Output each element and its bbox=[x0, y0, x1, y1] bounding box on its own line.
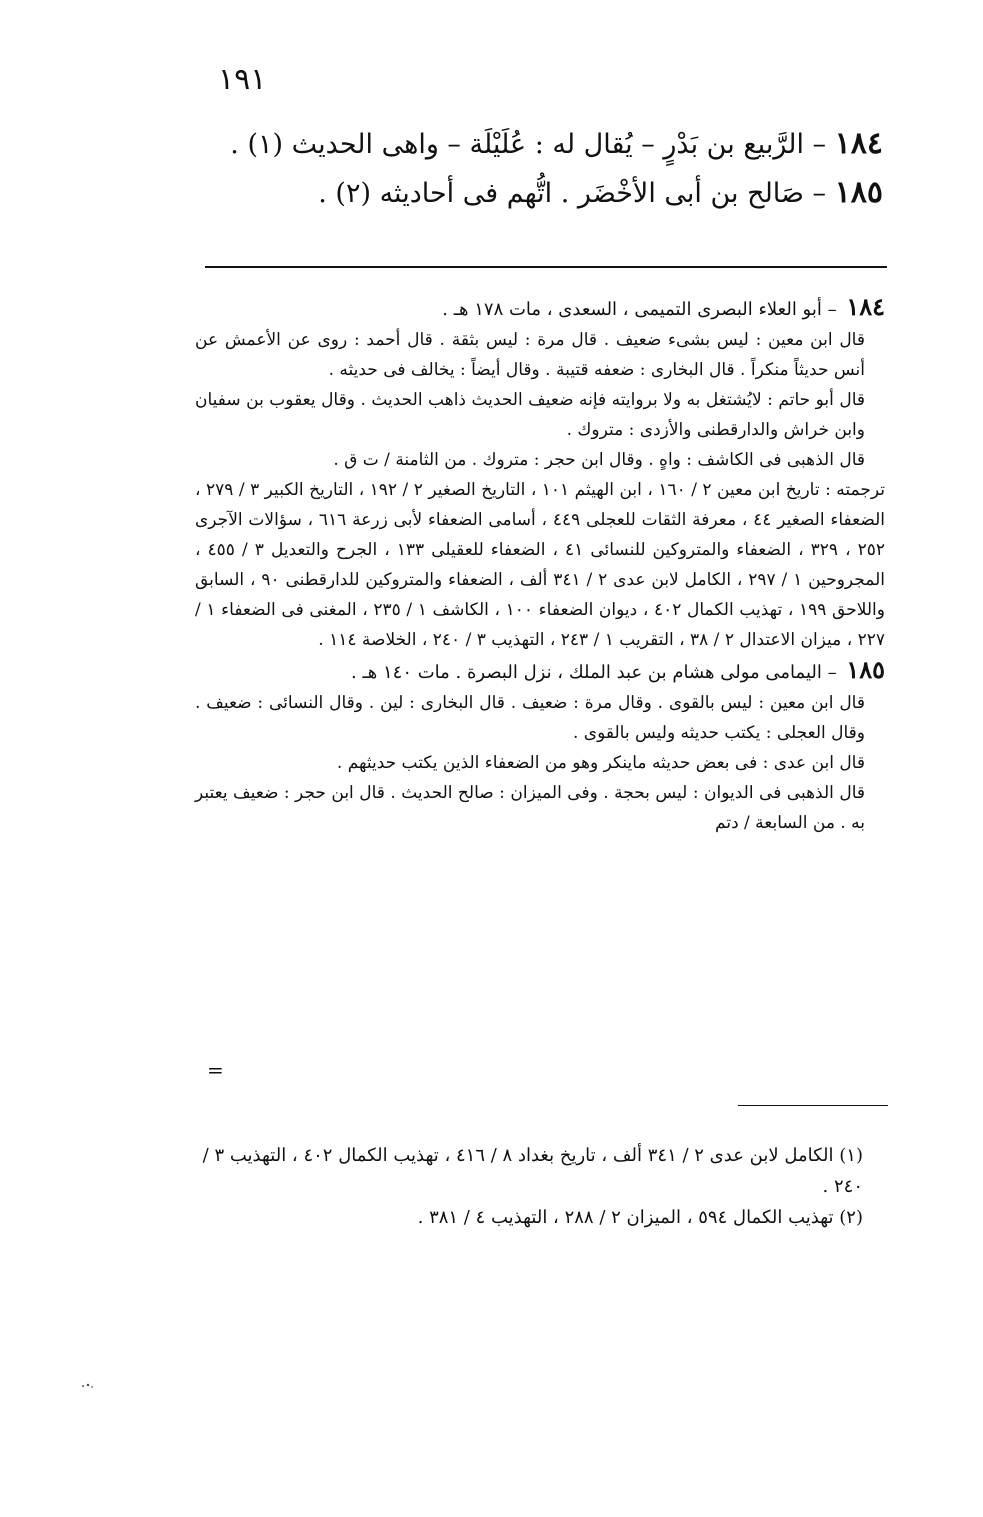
note-paragraph: قال الذهبى فى الديوان : ليس بحجة . وفى الميزان : صالح الحديث . قال ابن حجر : ضعيف يعتبر به . من السابعة / دتم bbox=[195, 783, 865, 833]
note-paragraph: قال ابن معين : ليس بالقوى . وقال مرة : ضعيف . قال البخارى : لين . وقال النسائى : ضعيف . وقال العجلى : يكتب حديثه وليس بالقوى . bbox=[195, 693, 865, 743]
note-references: ترجمته : تاريخ ابن معين ٢ / ١٦٠ ، ابن الهيثم ١٠١ ، التاريخ الصغير ٢ / ١٩٢ ، التاريخ الكبير ٣ / ٢٧٩ ، الضعفاء الصغير ٤٤ ، معرفة الثقات للعجلى ٤٤٩ ، أسامى الضعفاء لأبى زرعة ٦١٦ ، سؤالات الآجرى ٢٥٢ ، ٣٢٩ ، الضعفاء والمتروكين للنسائى ٤١ ، الضعفاء للعقيلى ١٣٣ ، الجرح والتعديل ٣ / ٤٥٥ ، المجروحين ١ / ٢٩٧ ، الكامل لابن عدى ٢ / ٣٤١ ألف ، الضعفاء والمتروكين للدارقطنى ٩٠ ، السابق واللاحق ١٩٩ ، تهذيب الكمال ٤٠٢ ، ديوان الضعفاء ١٠٠ ، الكاشف ١ / ٢٣٥ ، المغنى فى الضعفاء ١ / ٢٢٧ ، ميزان الاعتدال ٢ / ٣٨ ، التقريب ١ / ٢٤٣ ، التهذيب ٣ / ٢٤٠ ، الخلاصة ١١٤ . bbox=[195, 480, 886, 650]
note-paragraph: قال ابن عدى : فى بعض حديثه ماينكر وهو من الضعفاء الذين يكتب حديثهم . bbox=[336, 753, 865, 773]
separator-rule bbox=[205, 266, 887, 268]
note-heading-185 bbox=[195, 655, 885, 688]
main-entry-185 bbox=[183, 169, 883, 218]
scan-speck bbox=[80, 1382, 96, 1390]
note-paragraph: قال أبو حاتم : لايُشتغل به ولا بروايته فإنه ضعيف الحديث ذاهب الحديث . وقال يعقوب بن سفيان وابن خراش والدارقطنى والأزدى : متروك . bbox=[195, 390, 865, 440]
page-number: ١٩١ bbox=[218, 62, 267, 97]
entry-text: – صَالح بن أبى الأخْضَر . اتُّهم فى أحاديثه (٢) . bbox=[318, 178, 827, 209]
footnote-2: (٢) تهذيب الكمال ٥٩٤ ، الميزان ٢ / ٢٨٨ ، التهذيب ٤ / ٣٨١ . bbox=[417, 1207, 863, 1228]
note-paragraph: قال ابن معين : ليس بشىء ضعيف . قال مرة : ليس بثقة . قال أحمد : روى عن الأعمش عن أنس حديثاً منكراً . قال البخارى : ضعفه قتيبة . وقال أيضاً : يخالف فى حديثه . bbox=[195, 330, 865, 380]
note-heading-text: – اليمامى مولى هشام بن عبد الملك ، نزل البصرة . مات ١٤٠ هـ . bbox=[351, 662, 837, 683]
main-entry-184 bbox=[183, 120, 883, 169]
note-number: ١٨٤ bbox=[846, 292, 885, 321]
continuation-mark: = bbox=[207, 1058, 224, 1082]
entry-number: ١٨٥ bbox=[834, 175, 883, 210]
commentary-notes bbox=[195, 292, 885, 838]
note-heading-184 bbox=[195, 292, 885, 325]
footnote-separator bbox=[738, 1105, 888, 1106]
main-entries bbox=[183, 120, 883, 218]
footnotes bbox=[193, 1140, 893, 1233]
footnote-1: (١) الكامل لابن عدى ٢ / ٣٤١ ألف ، تاريخ بغداد ٨ / ٤١٦ ، تهذيب الكمال ٤٠٢ ، التهذيب ٣ / ٢٤٠ . bbox=[202, 1145, 863, 1197]
note-heading-text: – أبو العلاء البصرى التميمى ، السعدى ، مات ١٧٨ هـ . bbox=[442, 299, 837, 320]
entry-number: ١٨٤ bbox=[834, 126, 883, 161]
note-paragraph: قال الذهبى فى الكاشف : واهٍ . وقال ابن حجر : متروك . من الثامنة / ت ق . bbox=[333, 450, 865, 470]
note-number: ١٨٥ bbox=[846, 655, 885, 684]
entry-text: – الرَّبيع بن بَدْرٍ – يُقال له : عُلَيْلَة – واهى الحديث (١) . bbox=[230, 129, 827, 160]
